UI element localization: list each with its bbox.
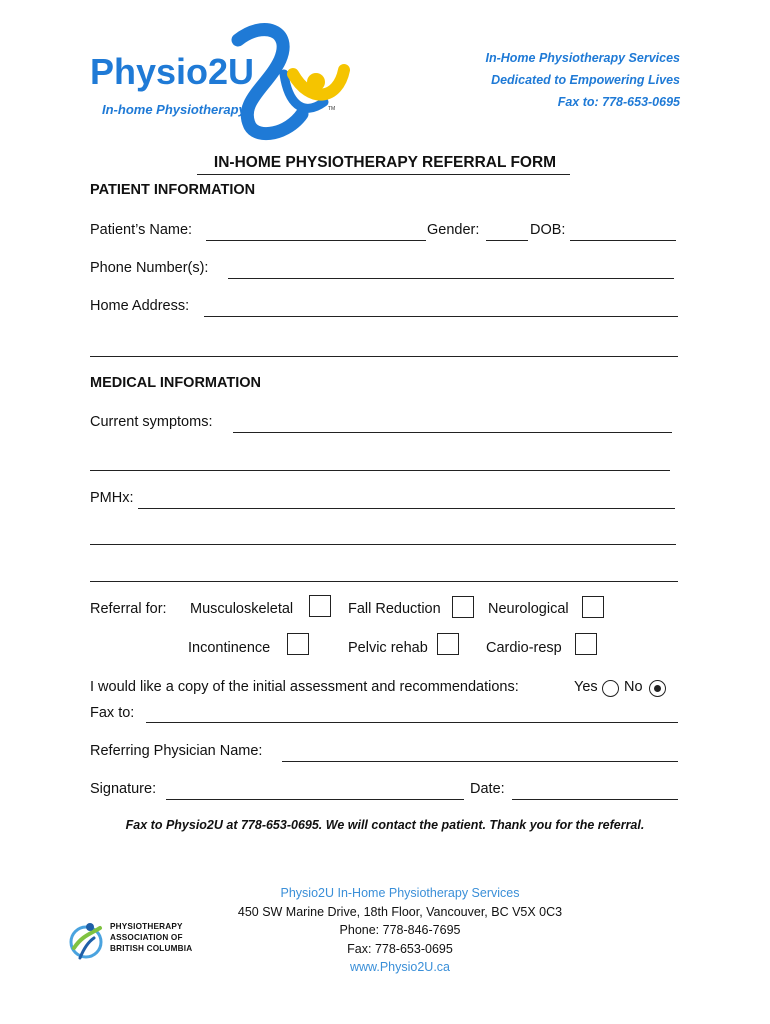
header-line-services: In-Home Physiotherapy Services — [485, 51, 680, 65]
patient-name-field[interactable] — [206, 240, 426, 241]
footer-contact — [200, 884, 600, 977]
pmhx-field-line3[interactable] — [90, 581, 678, 582]
footer-website-link[interactable]: www.Physio2U.ca — [349, 960, 451, 974]
header-line-fax: Fax to: 778-653-0695 — [557, 95, 680, 109]
fall-reduction-checkbox[interactable] — [452, 596, 474, 618]
pabc-line2: ASSOCIATION OF — [110, 933, 183, 942]
option-musculoskeletal-label: Musculoskeletal — [190, 601, 294, 617]
medical-section-title: MEDICAL INFORMATION — [90, 375, 262, 391]
address-field[interactable] — [204, 316, 678, 317]
symptoms-label: Current symptoms: — [90, 414, 213, 430]
dob-label: DOB: — [530, 222, 566, 238]
pabc-name — [110, 921, 192, 954]
pabc-line1: PHYSIOTHERAPY — [110, 922, 183, 931]
logo-graphic — [88, 22, 350, 142]
option-neurological-label: Neurological — [488, 601, 569, 617]
signature-field[interactable] — [166, 799, 464, 800]
footer-phone: Phone: 778-846-7695 — [339, 923, 461, 937]
pmhx-field-line2[interactable] — [90, 544, 676, 545]
copy-yes-radio[interactable] — [602, 680, 619, 697]
title-underline — [197, 174, 570, 175]
pabc-logo — [68, 918, 208, 968]
form-title: IN-HOME PHYSIOTHERAPY REFERRAL FORM — [213, 154, 557, 171]
copy-yes-label: Yes — [574, 679, 598, 695]
fax-row — [90, 705, 680, 721]
header-contact — [485, 47, 680, 113]
referral-label: Referral for: — [90, 601, 167, 617]
option-incontinence-label: Incontinence — [188, 640, 271, 656]
symptoms-row — [90, 414, 680, 430]
symptoms-field-line2[interactable] — [90, 470, 670, 471]
physician-label: Referring Physician Name: — [90, 743, 263, 759]
signature-row — [90, 781, 680, 797]
phone-row — [90, 260, 680, 276]
copy-no-radio[interactable] — [649, 680, 666, 697]
logo-tm: TM — [328, 106, 336, 112]
option-fall-reduction-label: Fall Reduction — [348, 601, 441, 617]
copy-no-label: No — [624, 679, 643, 695]
header-line-tagline: Dedicated to Empowering Lives — [491, 73, 680, 87]
patient-name-row — [90, 222, 680, 238]
date-label: Date: — [470, 781, 505, 797]
address-row — [90, 298, 680, 314]
date-field[interactable] — [512, 799, 678, 800]
footer-fax: Fax: 778-653-0695 — [347, 941, 453, 956]
fax-instructions-note: Fax to Physio2U at 778-653-0695. We will contact the patient. Thank you for the referral. — [125, 818, 645, 832]
pelvic-rehab-checkbox[interactable] — [437, 633, 459, 655]
footer-company: Physio2U In-Home Physiotherapy Services — [280, 886, 520, 900]
physician-row — [90, 743, 680, 759]
option-pelvic-rehab-label: Pelvic rehab — [348, 640, 428, 656]
address-field-line2[interactable] — [90, 356, 678, 357]
signature-label: Signature: — [90, 781, 157, 797]
physio2u-logo — [88, 22, 350, 142]
cardio-resp-checkbox[interactable] — [575, 633, 597, 655]
address-label: Home Address: — [90, 298, 190, 314]
pmhx-field[interactable] — [138, 508, 675, 509]
pmhx-label: PMHx: — [90, 490, 134, 506]
option-cardio-resp-label: Cardio-resp — [486, 640, 562, 656]
gender-label: Gender: — [427, 222, 480, 238]
logo-wordmark: Physio2U — [90, 51, 255, 92]
gender-field[interactable] — [486, 240, 528, 241]
musculoskeletal-checkbox[interactable] — [309, 595, 331, 617]
patient-name-label: Patient’s Name: — [90, 222, 193, 238]
dob-field[interactable] — [570, 240, 676, 241]
patient-section-title: PATIENT INFORMATION — [90, 182, 256, 198]
copy-request-question: I would like a copy of the initial assessment and recommendations: — [90, 679, 519, 695]
neurological-checkbox[interactable] — [582, 596, 604, 618]
phone-label: Phone Number(s): — [90, 260, 209, 276]
pabc-line3: BRITISH COLUMBIA — [110, 944, 193, 953]
pmhx-row — [90, 490, 680, 506]
phone-field[interactable] — [228, 278, 674, 279]
symptoms-field[interactable] — [233, 432, 672, 433]
pabc-emblem-icon — [68, 918, 104, 966]
fax-label: Fax to: — [90, 705, 135, 721]
footer-address: 450 SW Marine Drive, 18th Floor, Vancouver, BC V5X 0C3 — [237, 904, 563, 919]
incontinence-checkbox[interactable] — [287, 633, 309, 655]
logo-subtitle: In-home Physiotherapy — [102, 102, 246, 117]
fax-field[interactable] — [146, 722, 678, 723]
physician-field[interactable] — [282, 761, 678, 762]
